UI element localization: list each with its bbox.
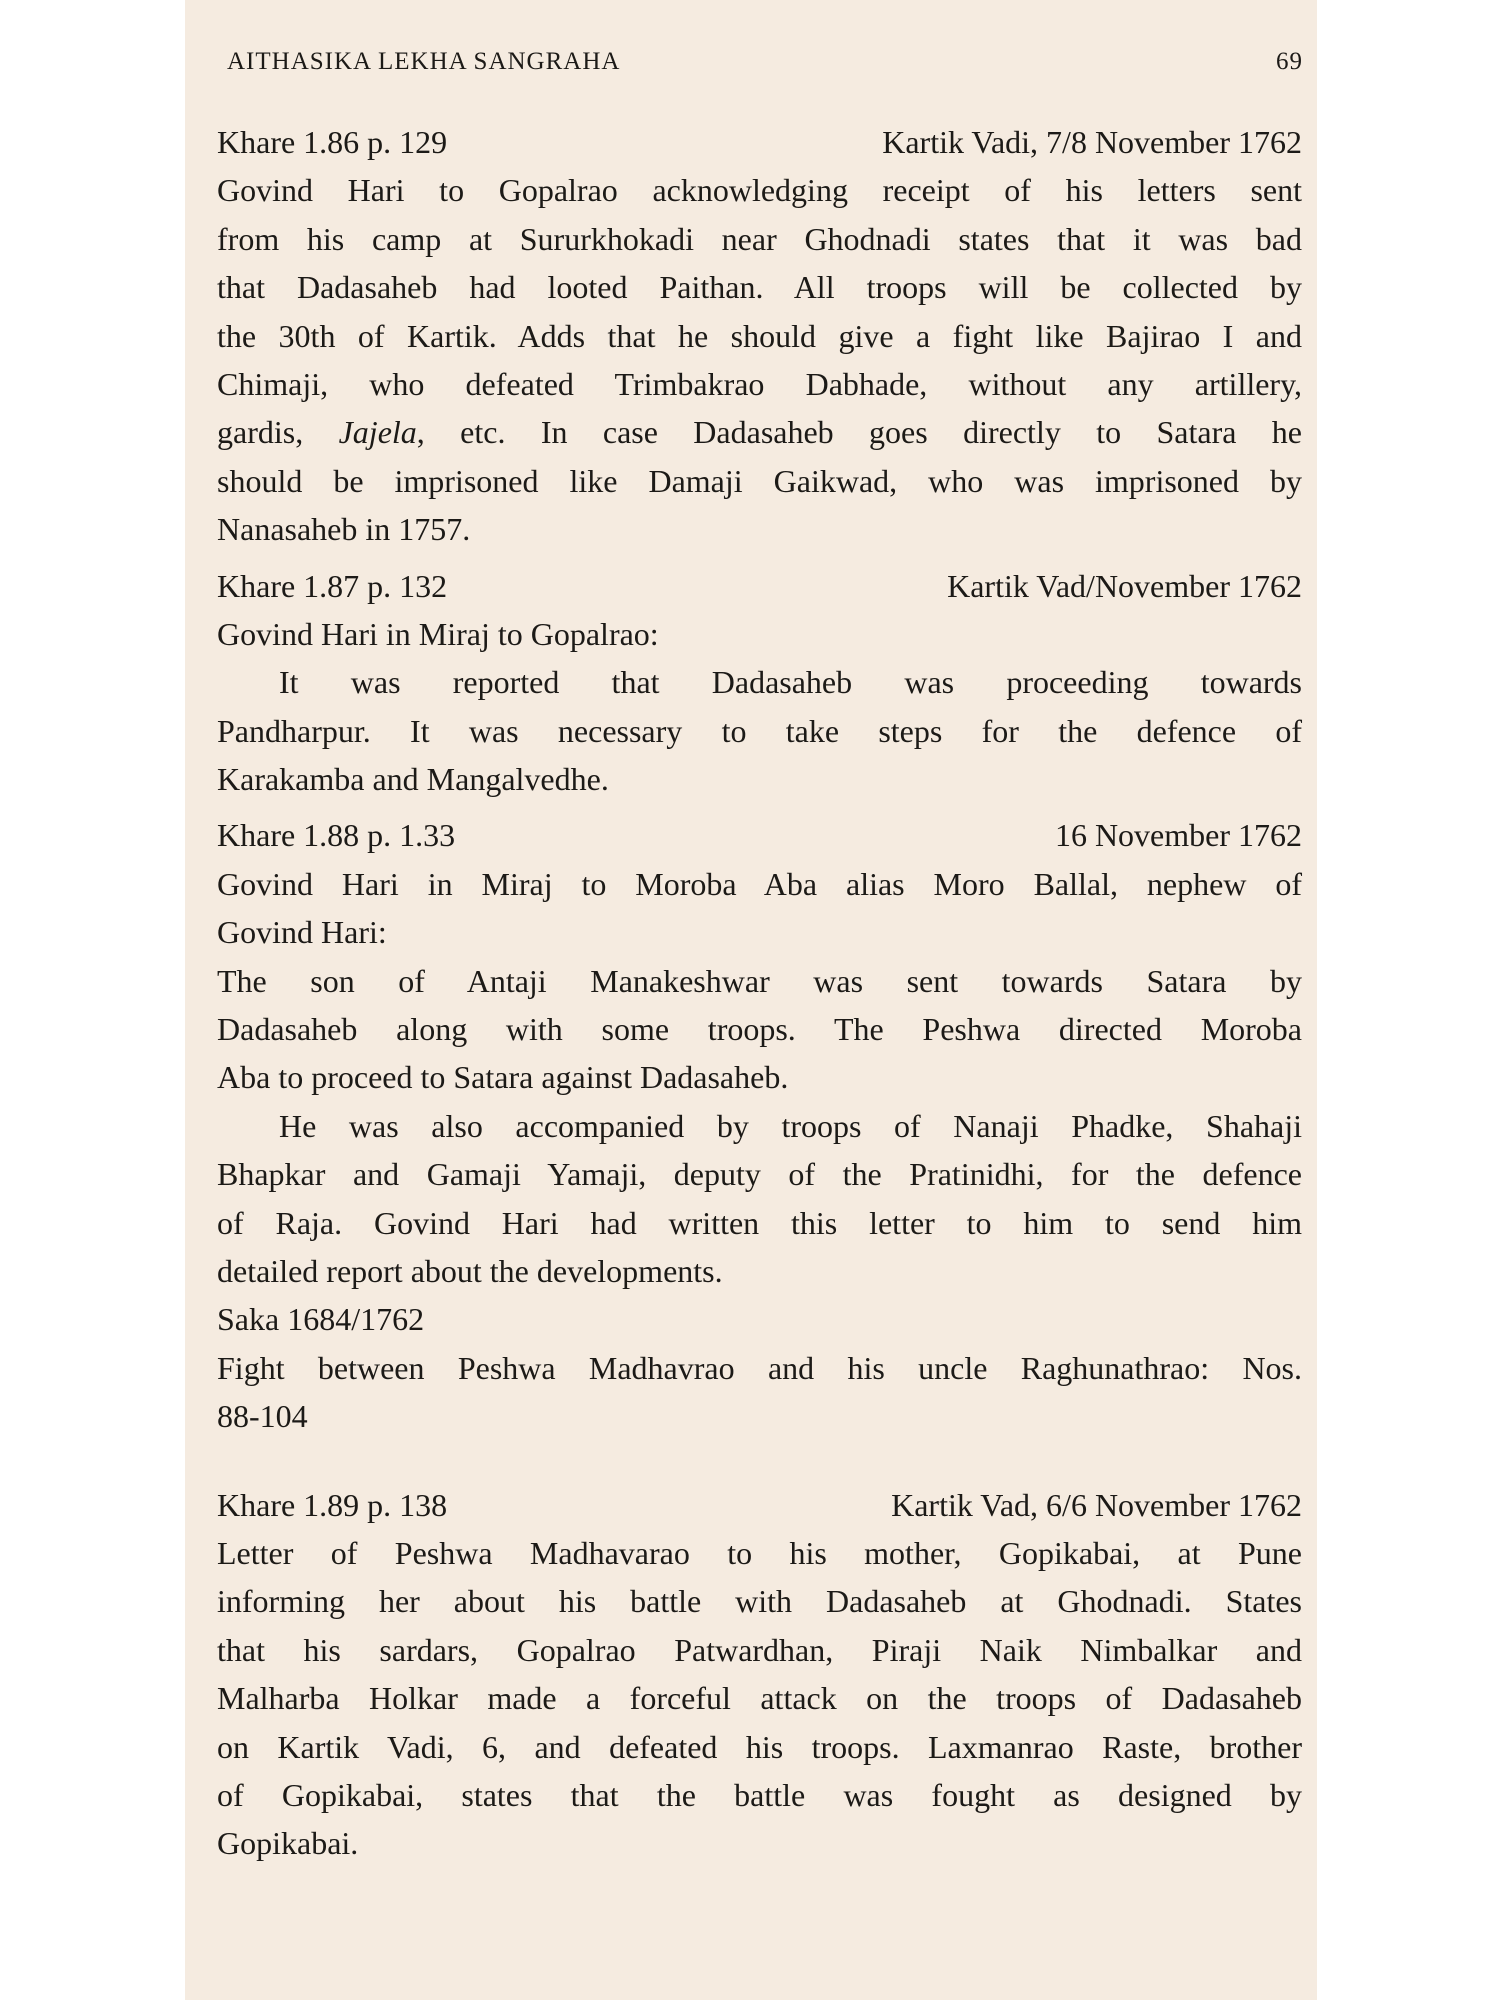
entry-source: Khare 1.89 p. 138 [217,1486,448,1523]
text-line: Gopikabai. [217,1825,359,1862]
entry-summary [217,860,1302,1296]
entry-source: Khare 1.88 p. 1.33 [217,817,456,854]
entry-date: Kartik Vad/November 1762 [947,567,1302,604]
page-body [217,118,1302,1868]
text-line: 88-104 [217,1398,308,1435]
entry-summary [217,166,1302,553]
italic-term: Jajela [338,414,417,451]
text-segment: gardis, [217,414,339,451]
entry-summary [217,610,1302,804]
text-line: the 30th of Kartik. Adds that he should give a fight like Bajirao I and [217,317,1302,354]
text-line: Govind Hari to Gopalrao acknowledging receipt of his letters sent [217,172,1302,209]
entry-reference-line [217,1481,1302,1529]
text-line: Malharba Holkar made a forceful attack on the troops of Dadasaheb [217,1680,1302,1717]
text-line: Karakamba and Mangalvedhe. [217,761,609,798]
text-line: detailed report about the developments. [217,1252,723,1289]
running-title: AITHASIKA LEKHA SANGRAHA [227,48,621,75]
entry-reference-line [217,118,1302,166]
text-line: Govind Hari in Miraj to Moroba Aba alias Moro Ballal, nephew of [217,865,1302,902]
text-line: Aba to proceed to Satara against Dadasaheb. [217,1059,789,1096]
text-line: Chimaji, who defeated Trimbakrao Dabhade, without any artillery, [217,365,1302,402]
running-header [227,48,1303,88]
text-line: Bhapkar and Gamaji Yamaji, deputy of the Pratinidhi, for the defence [217,1156,1302,1193]
entry-reference-line [217,562,1302,610]
text-line: Govind Hari: [217,914,387,951]
text-line: He was also accompanied by troops of Nanaji Phadke, Shahaji [279,1107,1302,1144]
section-block [217,1295,1302,1440]
entry-date: Kartik Vad, 6/6 November 1762 [891,1486,1302,1523]
text-line: should be imprisoned like Damaji Gaikwad, who was imprisoned by [217,462,1302,499]
text-line: from his camp at Sururkhokadi near Ghodnadi states that it was bad [217,220,1302,257]
text-line: Dadasaheb along with some troops. The Peshwa directed Moroba [217,1011,1302,1048]
entry-summary [217,1529,1302,1868]
entry-date: Kartik Vadi, 7/8 November 1762 [882,124,1302,160]
text-line: of Raja. Govind Hari had written this letter to him to send him [217,1204,1302,1241]
text-line: Govind Hari in Miraj to Gopalrao: [217,615,659,652]
entry-reference-line [217,811,1302,859]
entry-source: Khare 1.87 p. 132 [217,567,448,604]
text-line [217,408,1302,456]
text-segment: , etc. In case Dadasaheb goes directly to Satara he [416,414,1303,451]
text-line: The son of Antaji Manakeshwar was sent towards Satara by [217,962,1302,999]
text-line: Pandharpur. It was necessary to take steps for the defence of [217,712,1302,749]
text-line: of Gopikabai, states that the battle was fought as designed by [217,1776,1302,1813]
text-line: Fight between Peshwa Madhavrao and his uncle Raghunathrao: Nos. [217,1349,1302,1386]
text-line: informing her about his battle with Dadasaheb at Ghodnadi. States [217,1583,1302,1620]
text-line: It was reported that Dadasaheb was proceeding towards [279,664,1302,701]
entry-source: Khare 1.86 p. 129 [217,124,448,160]
entry-date: 16 November 1762 [1054,817,1302,854]
text-line: Letter of Peshwa Madhavarao to his mother, Gopikabai, at Pune [217,1534,1302,1571]
text-line: Nanasaheb in 1757. [217,511,471,548]
text-line: on Kartik Vadi, 6, and defeated his troops. Laxmanrao Raste, brother [217,1728,1302,1765]
page-number: 69 [1276,48,1303,75]
text-line: that Dadasaheb had looted Paithan. All troops will be collected by [217,269,1302,306]
section-title: Saka 1684/1762 [217,1301,425,1338]
book-page [185,0,1317,2000]
text-line: that his sardars, Gopalrao Patwardhan, Piraji Naik Nimbalkar and [217,1631,1302,1668]
